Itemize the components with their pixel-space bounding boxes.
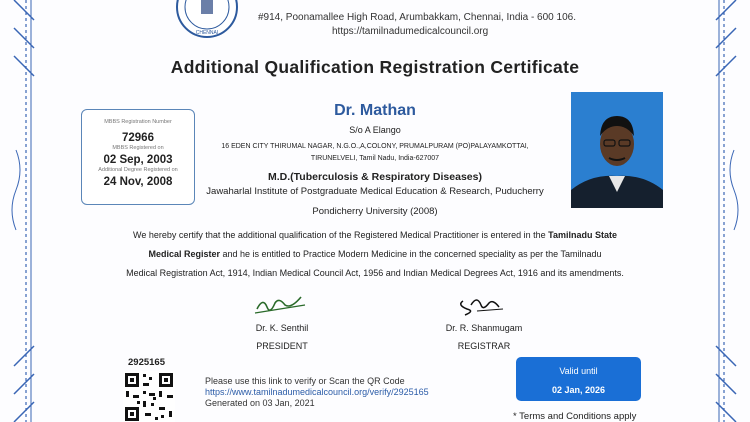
registrar-name: Dr. R. Shanmugam: [445, 323, 523, 333]
certificate-title: Additional Qualification Registration Certificate: [170, 57, 580, 77]
valid-until-label: Valid until: [559, 366, 598, 376]
degree-title: M.D.(Tuberculosis & Respiratory Diseases): [268, 171, 482, 183]
doctor-relation: S/o A Elango: [349, 125, 401, 135]
doctor-name: Dr. Mathan: [334, 102, 416, 119]
additional-degree-date: 24 Nov, 2008: [103, 176, 173, 188]
mbbs-registration-number: 72966: [122, 132, 154, 144]
president-signature: [247, 291, 317, 319]
mbbs-registered-on-label: MBBS Registered on: [112, 145, 164, 151]
registrar-signature: [449, 291, 519, 319]
council-address: #914, Poonamallee High Road, Arumbakkam, Chennai, India - 600 106.: [258, 12, 576, 23]
council-website[interactable]: https://tamilnadumedicalcouncil.org: [332, 26, 489, 37]
verification-info: [205, 376, 429, 409]
certification-statement: [92, 226, 658, 283]
terms-note[interactable]: * Terms and Conditions apply: [513, 411, 637, 422]
state-register-bold-2: Medical Register: [148, 249, 220, 259]
certify-text-1: We hereby certify that the additional qualification of the Registered Medical Practitioner is entered in the: [133, 230, 549, 240]
verify-instruction: Please use this link to verify or Scan the QR Code: [205, 376, 405, 386]
president-title: PRESIDENT: [256, 341, 308, 351]
verify-link[interactable]: https://www.tamilnadumedicalcouncil.org/verify/2925165: [205, 387, 429, 397]
certify-text-2: and he is entitled to Practice Modern Medicine in the concerned speciality as per the Tamilnadu: [219, 249, 602, 259]
mbbs-registered-on-date: 02 Sep, 2003: [103, 154, 173, 166]
council-seal-logo: [176, 0, 238, 38]
registrar-signature-block: [414, 291, 554, 353]
additional-degree-label: Additional Degree Registered on: [98, 167, 178, 173]
institution-name: Jawaharlal Institute of Postgraduate Medical Education & Research, Puducherry: [206, 186, 544, 197]
address-line-2: TIRUNELVELI, Tamil Nadu, India-627007: [310, 155, 440, 162]
president-signature-block: [212, 291, 352, 353]
state-register-bold-1: Tamilnadu State: [548, 230, 617, 240]
seal-text: CHENNAI: [195, 30, 219, 36]
validity-badge: [516, 357, 641, 401]
valid-until-date: 02 Jan, 2026: [551, 385, 606, 395]
mbbs-registration-label: MBBS Registration Number: [104, 119, 172, 125]
certify-text-3: Medical Registration Act, 1914, Indian Medical Council Act, 1956 and Indian Medical Degrees Act, 1916 and its amendments.: [126, 268, 624, 278]
doctor-photo: [571, 92, 663, 208]
doctor-address: [200, 141, 550, 165]
registrar-title: REGISTRAR: [457, 341, 511, 351]
generated-on: Generated on 03 Jan, 2021: [205, 398, 315, 408]
council-address-block: [258, 11, 576, 39]
address-line-1: 16 EDEN CITY THIRUMAL NAGAR, N.G.O.,A,COLONY, PRUMALPURAM (PO)PALAYAMKOTTAI,: [221, 143, 529, 150]
president-name: Dr. K. Senthil: [255, 323, 309, 333]
verification-qr-code[interactable]: [123, 371, 175, 422]
university-name: Pondicherry University (2008): [312, 206, 438, 217]
certificate-number: 2925165: [128, 357, 165, 368]
